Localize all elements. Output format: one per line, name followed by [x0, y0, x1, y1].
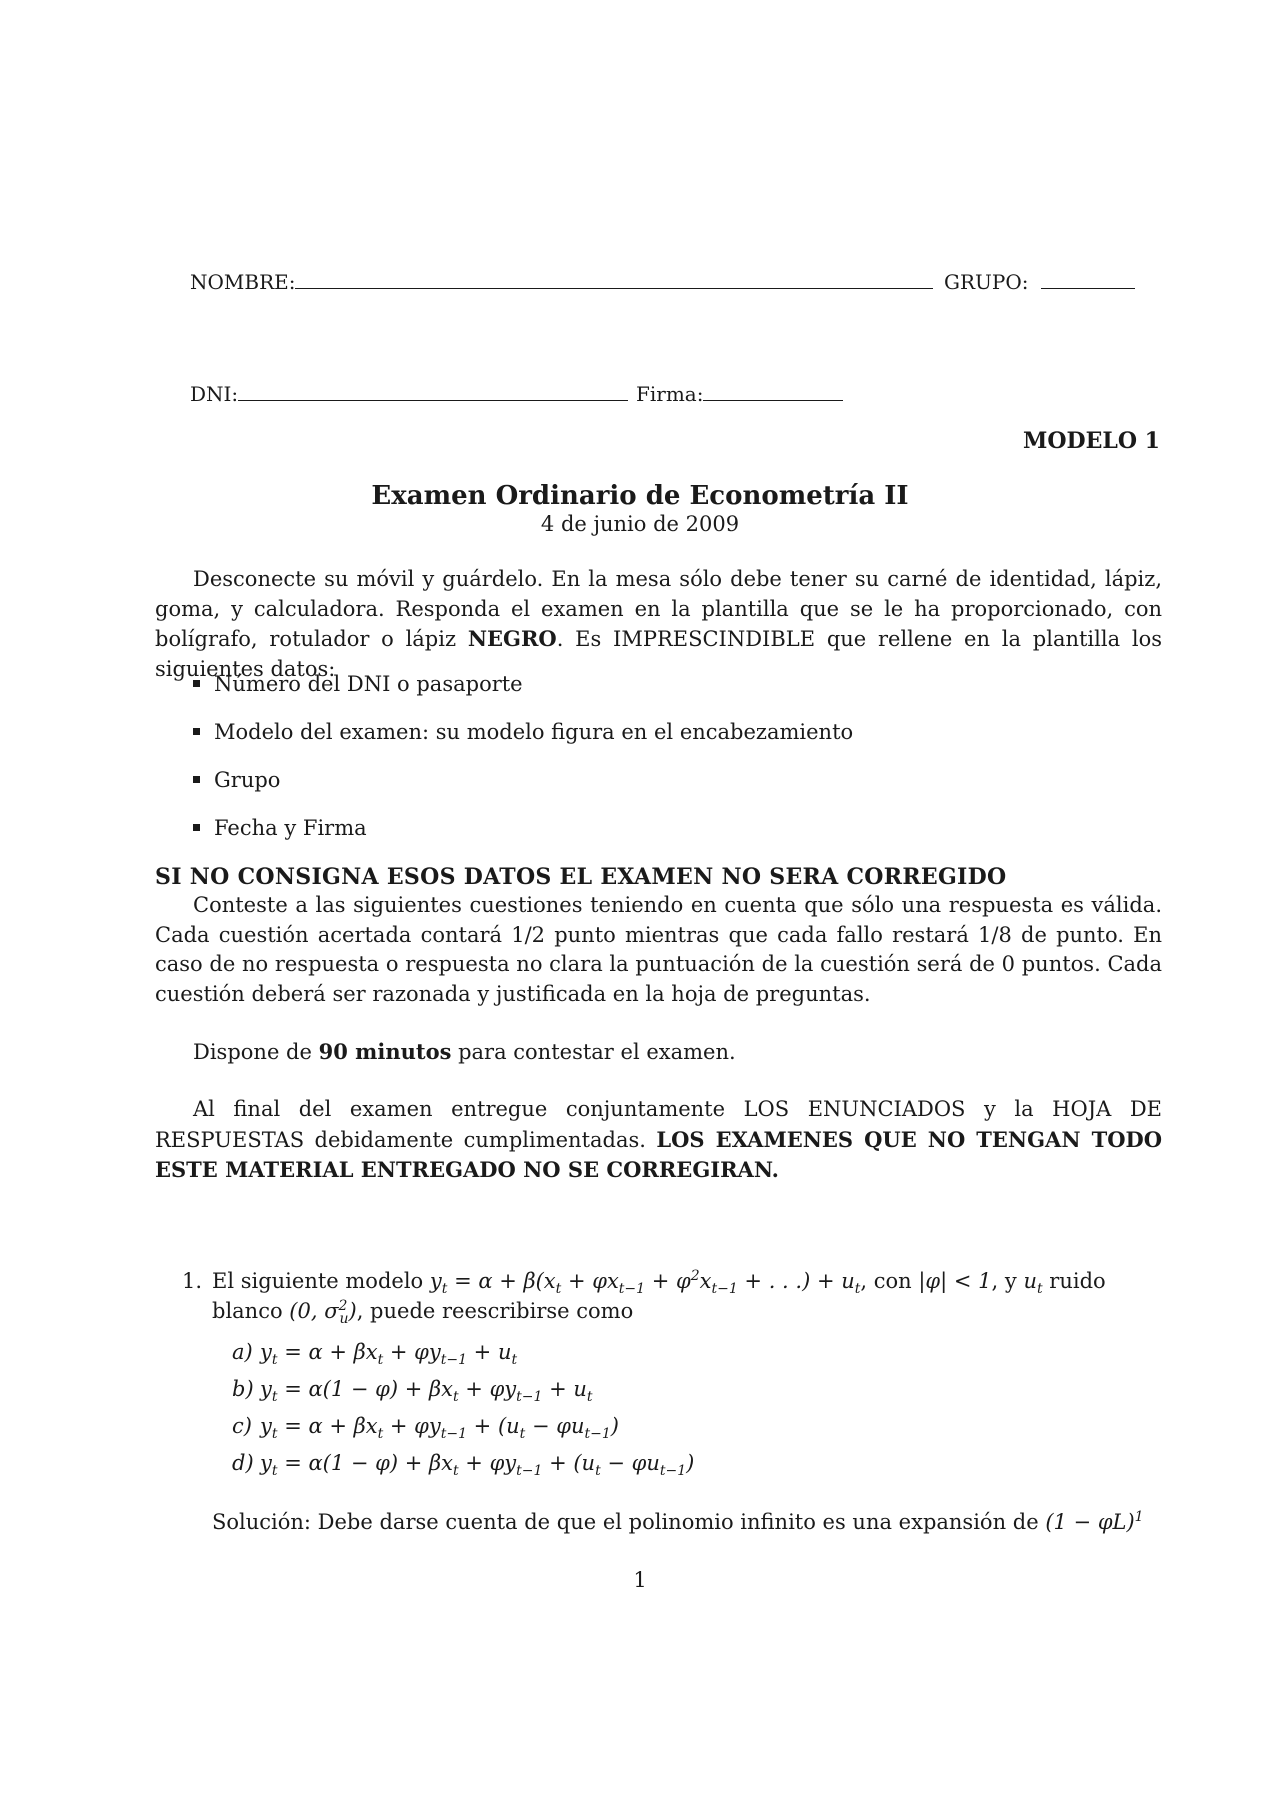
- option-c[interactable]: c) $y_t = \alpha + \beta x_t + \varphi y_{t-1} + (u_t - \varphi u_{t-1})$: [232, 1414, 619, 1443]
- instructions-paragraph: Conteste a las siguientes cuestiones teniendo en cuenta que sólo una respuesta es válida. Cada cuestión acertada contará 1/2 punto mientras que cada fallo restará 1/8 de punto. En caso de no respuesta o respuesta no clara la puntuación de la cuestión será de 0 puntos. Cada cuestión deberá ser razonada y justificada en la hoja de preguntas.: [155, 893, 1162, 1006]
- question-text: El siguiente modelo $y_t = \alpha + \beta(x_t + \varphi x_{t-1} + \varphi^2x_{t-1}$ + . . .) + $u_t$, con |φ| < 1, y $u_t$ ruido blanco (0, $\sigma^2_u$), puede reescribirse como: [212, 1268, 1106, 1327]
- final-paragraph: Al final del examen entregue conjuntamente LOS ENUNCIADOS y la HOJA DE RESPUESTAS debidamente cumplimentadas. LOS EXAMENES QUE NO TENGAN TODO ESTE MATERIAL ENTREGADO NO SE CORREGIRAN.: [155, 1097, 1162, 1182]
- solution-text: Solución: Debe darse cuenta de que el polinomio infinito es una expansión de $(1 - \varphi L)^1$: [212, 1509, 1144, 1534]
- list-item: Fecha y Firma: [193, 816, 367, 840]
- question-number: 1.: [182, 1269, 203, 1293]
- bullet-icon: [193, 776, 200, 783]
- exam-date: 4 de junio de 2009: [540, 512, 740, 536]
- dni-input-line[interactable]: [238, 380, 628, 401]
- exam-title: Examen Ordinario de Econometría II: [371, 481, 909, 511]
- grupo-input-line[interactable]: [1041, 268, 1135, 289]
- intro-text-1: Desconecte su móvil y guárdelo. En la mesa sólo debe tener su carné de identidad, lápiz, goma, y calculadora. Responda el examen en la plantilla que se le ha proporcionado, con bolígrafo, rotulador o lápiz: [155, 567, 1162, 651]
- firma-input-line[interactable]: [703, 380, 843, 401]
- bullet-icon: [193, 680, 200, 687]
- firma-field: [636, 380, 843, 406]
- grupo-label: GRUPO:: [944, 270, 1029, 294]
- intro-text-2: . Es IMPRESCINDIBLE que rellene en la plantilla los siguientes datos:: [155, 627, 1163, 681]
- bullet-icon: [193, 824, 200, 831]
- modelo-label: MODELO 1: [1023, 428, 1160, 454]
- grupo-field: [944, 268, 1135, 294]
- nombre-field: [190, 268, 933, 294]
- question-1: [182, 1267, 1162, 1326]
- time-bold: 90 minutos: [318, 1039, 452, 1064]
- nombre-input-line[interactable]: [295, 268, 933, 289]
- page-number: 1: [633, 1568, 647, 1592]
- final-bold: LOS EXAMENES QUE NO TENGAN TODO ESTE MATERIAL ENTREGADO NO SE CORREGIRAN.: [155, 1126, 1162, 1182]
- dni-field: [190, 380, 628, 406]
- model-equation: $y_t = \alpha + \beta(x_t + \varphi x_{t-1} + \varphi^2x_{t-1}$ + . . .) + $u_t$: [429, 1268, 861, 1298]
- firma-label: Firma:: [636, 382, 704, 406]
- warning-text: SI NO CONSIGNA ESOS DATOS EL EXAMEN NO SERA CORREGIDO: [155, 864, 1007, 890]
- option-d[interactable]: d) $y_t = \alpha(1 - \varphi) + \beta x_t + \varphi y_{t-1} + (u_t - \varphi u_{t-1})$: [232, 1451, 695, 1480]
- time-paragraph: Dispone de 90 minutos para contestar el examen.: [193, 1039, 736, 1064]
- nombre-label: NOMBRE:: [190, 270, 296, 294]
- list-item: Grupo: [193, 768, 280, 792]
- option-b[interactable]: b) $y_t = \alpha(1 - \varphi) + \beta x_t + \varphi y_{t-1} + u_t$: [232, 1377, 593, 1406]
- intro-paragraph: [155, 565, 1162, 684]
- intro-bold: NEGRO: [467, 626, 557, 651]
- list-item: Modelo del examen: su modelo figura en el encabezamiento: [193, 720, 853, 744]
- option-a[interactable]: a) $y_t = \alpha + \beta x_t + \varphi y_{t-1} + u_t$: [232, 1340, 518, 1369]
- dni-label: DNI:: [190, 382, 239, 406]
- list-item: Número del DNI o pasaporte: [193, 672, 523, 696]
- bullet-icon: [193, 728, 200, 735]
